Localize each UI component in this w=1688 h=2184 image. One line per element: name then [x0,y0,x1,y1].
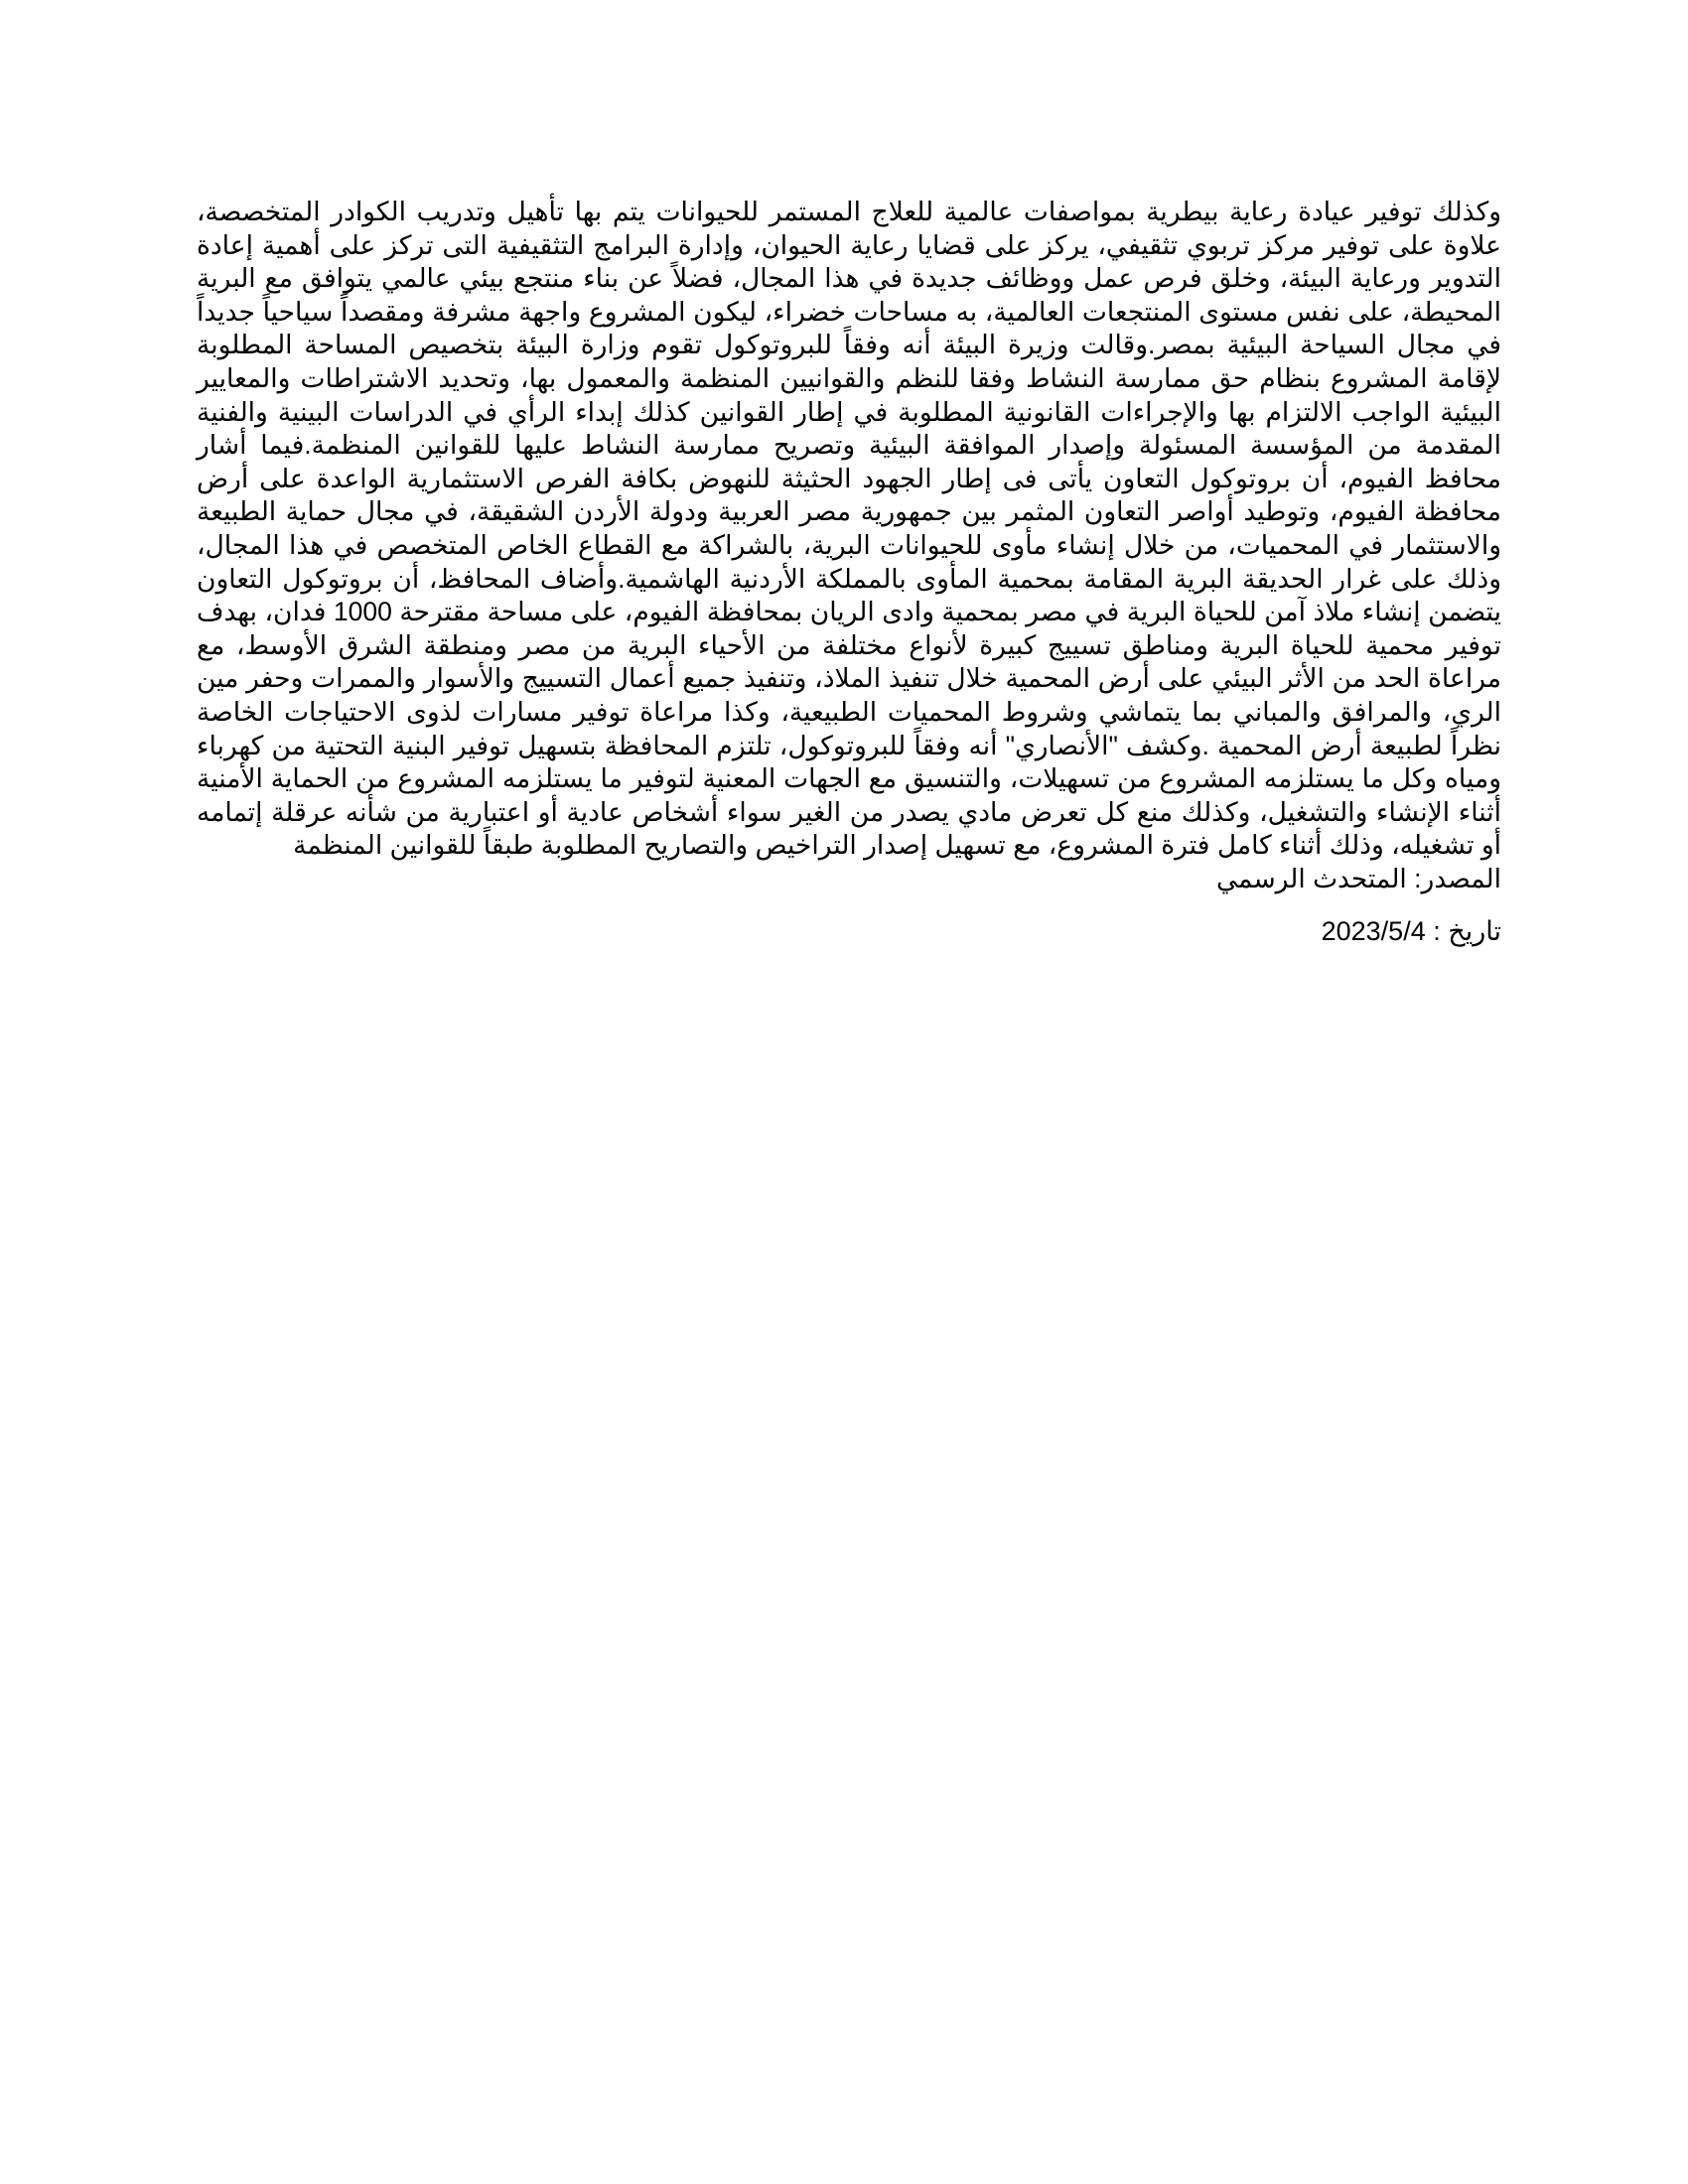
source-separator: : [1414,863,1422,893]
article-body-paragraph: وكذلك توفير عيادة رعاية بيطرية بمواصفات عالمية للعلاج المستمر للحيوانات يتم بها تأهيل وتدريب الكوادر المتخصصة، علاوة على توفير مركز تربوي تثقيفي، يركز على قضايا رعاية الحيوان، وإدارة البرامج التثقيفية التى تركز على أهمية إعادة التدوير ورعاية البيئة، وخلق فرص عمل ووظائف جديدة في هذا المجال، فضلاً عن بناء منتجع بيئي عالمي يتوافق مع البرية المحيطة، على نفس مستوى المنتجعات العالمية، به مساحات خضراء، ليكون المشروع واجهة مشرفة ومقصداً سياحياً جديداً في مجال السياحة البيئية بمصر.وقالت وزيرة البيئة أنه وفقاً للبروتوكول تقوم وزارة البيئة بتخصيص المساحة المطلوبة لإقامة المشروع بنظام حق ممارسة النشاط وفقا للنظم والقوانيين المنظمة والمعمول بها، وتحديد الاشتراطات والمعايير البيئية الواجب الالتزام بها والإجراءات القانونية المطلوبة في إطار القوانين كذلك إبداء الرأي في الدراسات البينية والفنية المقدمة من المؤسسة المسئولة وإصدار الموافقة البيئية وتصريح ممارسة النشاط عليها للقوانين المنظمة.فيما أشار محافظ الفيوم، أن بروتوكول التعاون يأتى فى إطار الجهود الحثيثة للنهوض بكافة الفرص الاستثمارية الواعدة على أرض محافظة الفيوم، وتوطيد أواصر التعاون المثمر بين جمهورية مصر العربية ودولة الأردن الشقيقة، في مجال حماية الطبيعة والاستثمار في المحميات، من خلال إنشاء مأوى للحيوانات البرية، بالشراكة مع القطاع الخاص المتخصص في هذا المجال، وذلك على غرار الحديقة البرية المقامة بمحمية المأوى بالمملكة الأردنية الهاشمية.وأضاف المحافظ، أن بروتوكول التعاون يتضمن إنشاء ملاذ آمن للحياة البرية في مصر بمحمية وادى الريان بمحافظة الفيوم، على مساحة مقترحة 1000 فدان، بهدف توفير محمية للحياة البرية ومناطق تسييج كبيرة لأنواع مختلفة من الأحياء البرية من مصر ومنطقة الشرق الأوسط، مع مراعاة الحد من الأثر البيئي على أرض المحمية خلال تنفيذ الملاذ، وتنفيذ جميع أعمال التسييج والأسوار والممرات وحفر مين الري، والمرافق والمباني بما يتماشي وشروط المحميات الطبيعية، وكذا مراعاة توفير مسارات لذوى الاحتياجات الخاصة نظراً لطبيعة أرض المحمية .وكشف "الأنصاري" أنه وفقاً للبروتوكول، تلتزم المحافظة بتسهيل توفير البنية التحتية من كهرباء ومياه وكل ما يستلزمه المشروع من تسهيلات، والتنسيق مع الجهات المعنية لتوفير ما يستلزمه المشروع من الحماية الأمنية أثناء الإنشاء والتشغيل، وكذلك منع كل تعرض مادي يصدر من الغير سواء أشخاص عادية أو اعتبارية من شأنه عرقلة إتمامه أو تشغيله، وذلك أثناء كامل فترة المشروع، مع تسهيل إصدار التراخيص والتصاريح المطلوبة طبقاً للقوانين المنظمة [197,197,1501,861]
source-line [197,863,1501,896]
document-page [197,196,1501,949]
date-separator: : [1433,916,1441,947]
source-label: المصدر [1421,863,1501,893]
source-value: المتحدث الرسمي [1216,863,1407,893]
date-value: 2023/5/4 [1321,916,1426,947]
date-label: تاريخ [1448,916,1501,947]
date-line [197,915,1501,949]
